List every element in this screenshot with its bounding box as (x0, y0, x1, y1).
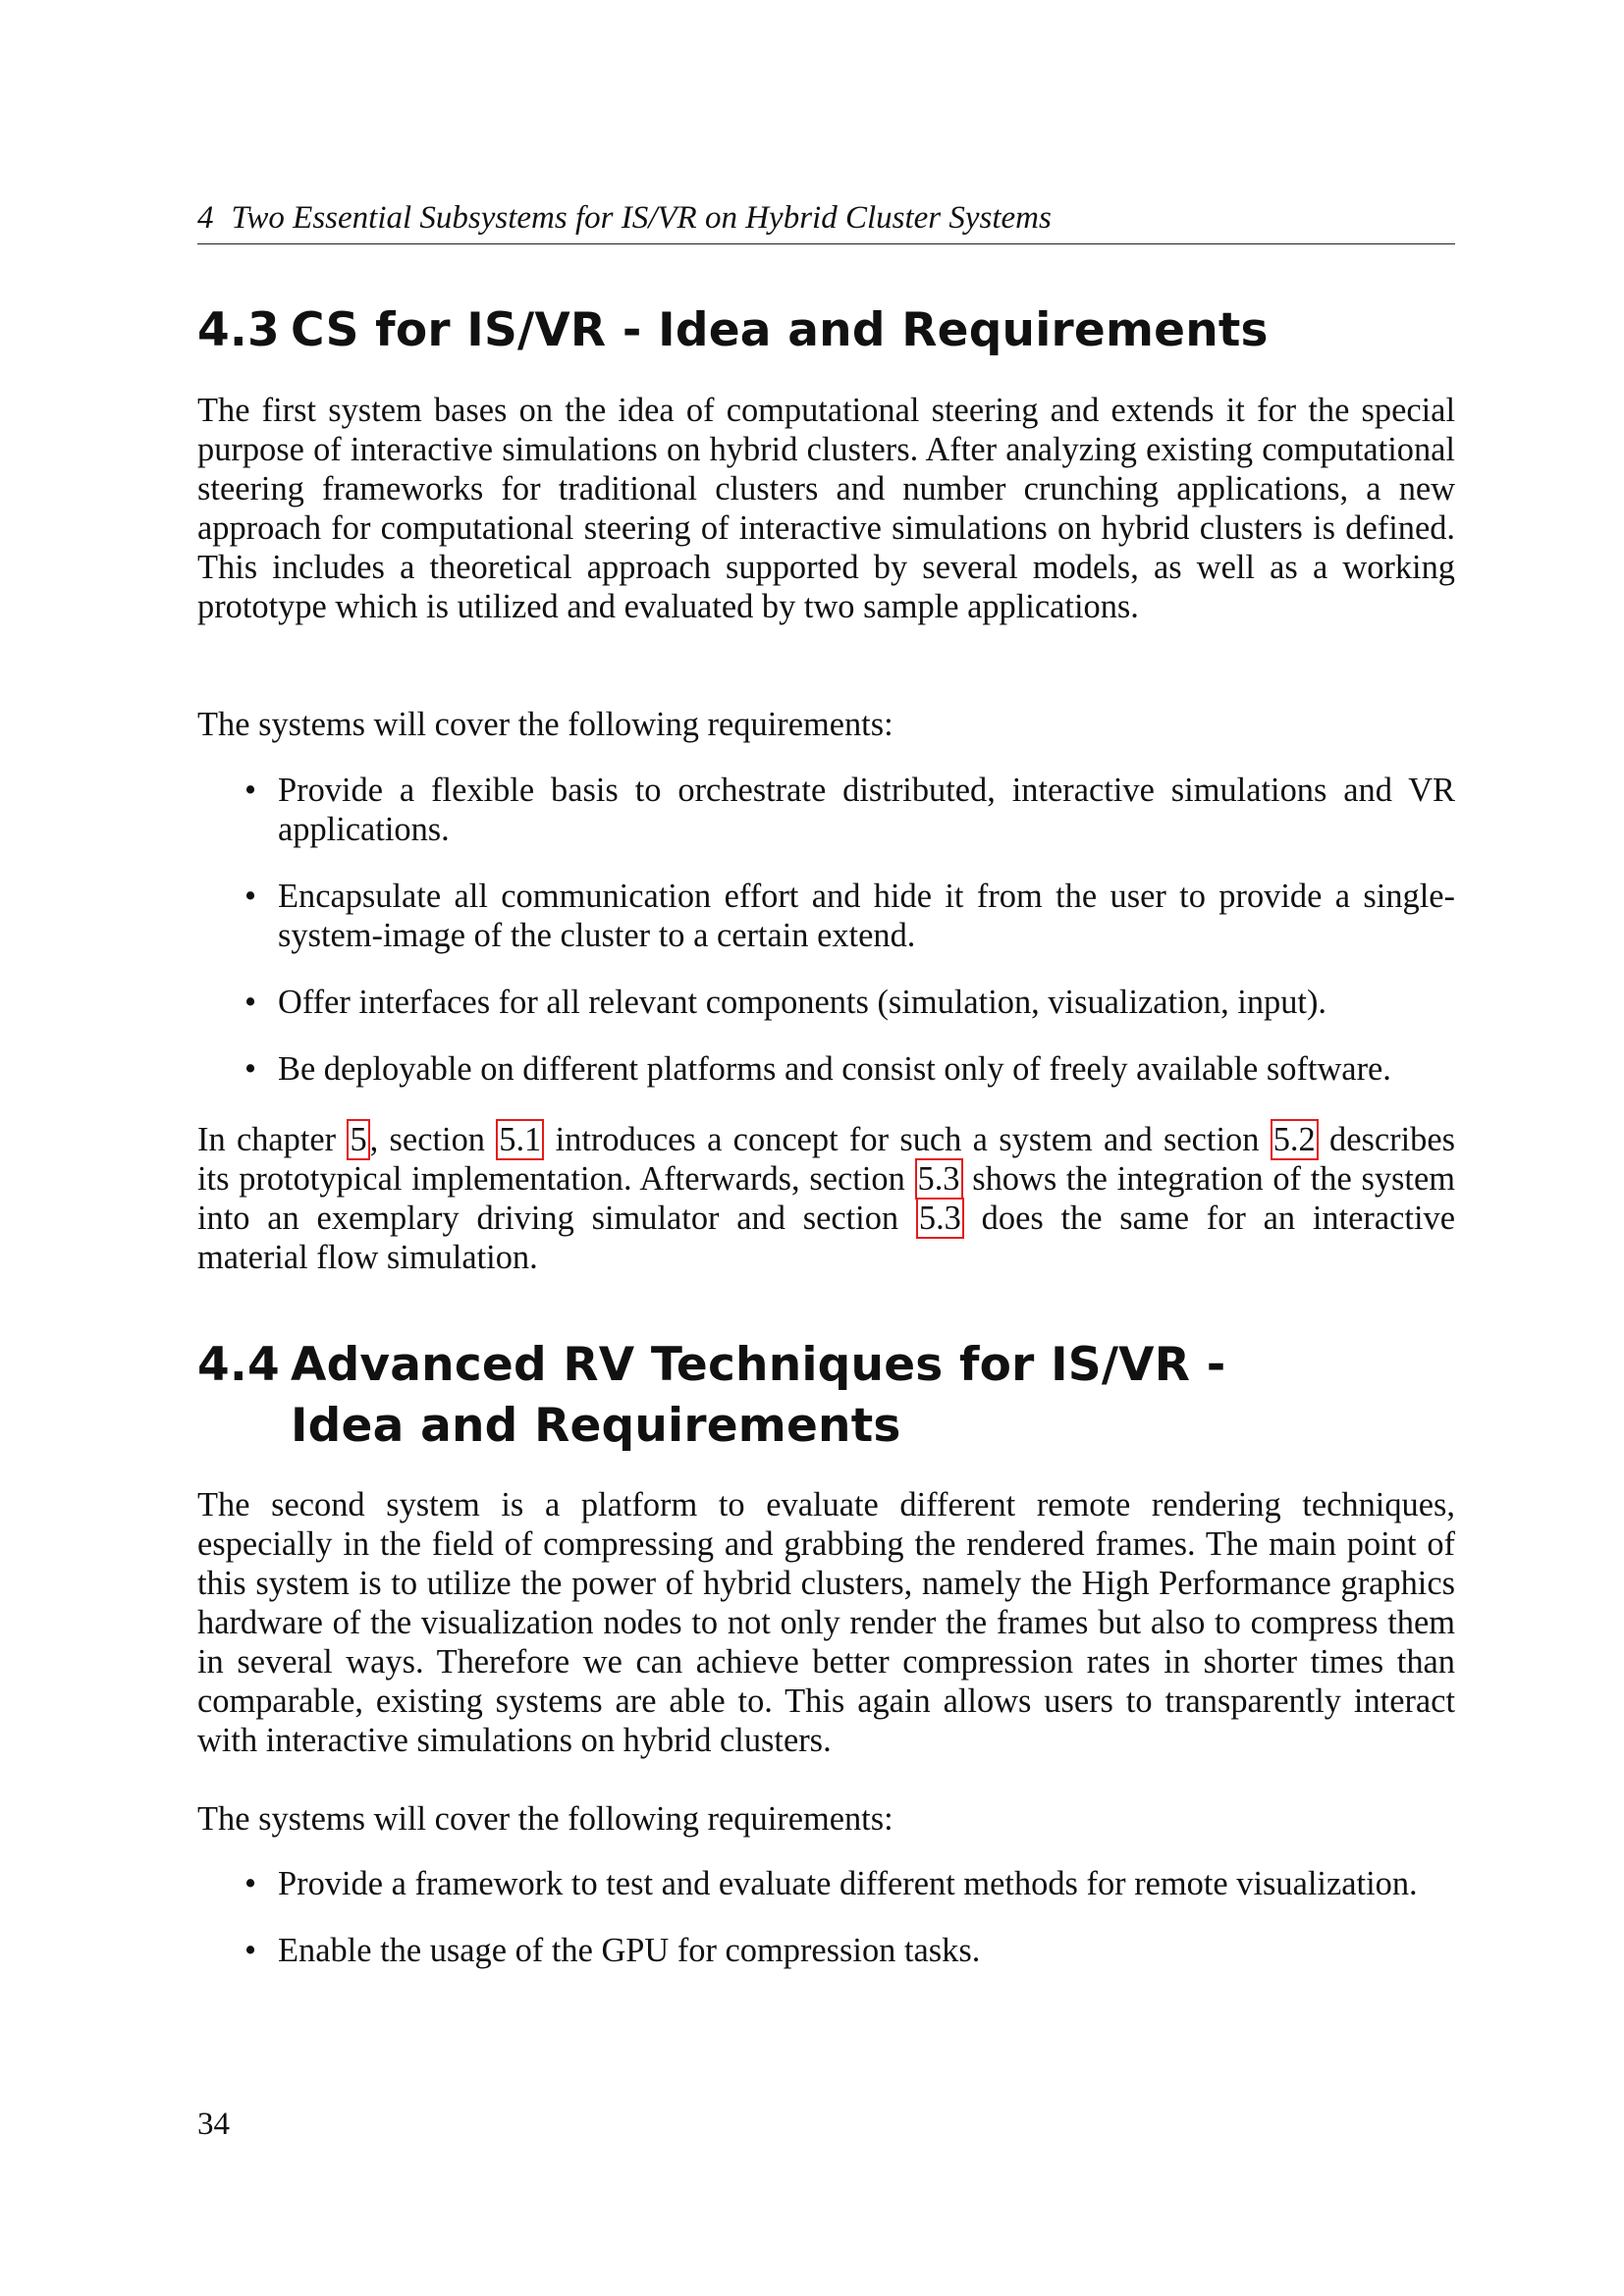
bullet-icon: • (244, 1865, 257, 1902)
section-ref-link[interactable]: 5.3 (916, 1198, 964, 1239)
list-item (197, 1049, 1455, 1089)
bullet-icon: • (244, 878, 257, 915)
section-ref-link[interactable]: 5.1 (496, 1119, 544, 1160)
section-number: 4.4 (197, 1338, 280, 1392)
outline-text: describes its prototypical implementation. Afterwards, section (197, 1121, 1455, 1198)
section-ref-link[interactable]: 5.3 (915, 1158, 963, 1200)
outline-text: introduces a concept for such a system and section (544, 1121, 1271, 1158)
section-title: CS for IS/VR - Idea and Requirements (291, 303, 1269, 357)
list-item-text: Be deployable on different platforms and consist only of freely available software. (278, 1050, 1391, 1088)
list-item-text: Enable the usage of the GPU for compression tasks. (278, 1932, 981, 1969)
list-item (197, 771, 1455, 849)
outline-text: , section (369, 1121, 497, 1158)
header-chapter-number: 4 (197, 200, 214, 236)
section-number: 4.3 (197, 303, 280, 357)
paragraph-intro-4-4: The second system is a platform to evaluate different remote rendering techniques, especially in the field of compressing and grabbing the rendered frames. The main point of this system is to utilize the power of hybrid clusters, namely the High Performance graphics hardware of the visualization nodes to not only render the frames but also to compress them in several ways. Therefore we can achieve better compression rates in shorter times than comparable, existing systems are able to. This again allows users to transparently interact with interactive simulations on hybrid clusters. (197, 1486, 1455, 1759)
outline-text: In chapter (197, 1121, 348, 1158)
section-ref-link[interactable]: 5.2 (1271, 1119, 1319, 1160)
section-heading-4-4 (197, 1335, 1455, 1457)
list-item (197, 1864, 1455, 1903)
bullet-icon: • (244, 1050, 257, 1088)
header-chapter-title: Two Essential Subsystems for IS/VR on Hybrid Cluster Systems (231, 200, 1052, 236)
list-item-text: Provide a framework to test and evaluate different methods for remote visualization. (278, 1865, 1418, 1902)
bullet-icon: • (244, 984, 257, 1021)
paragraph-requirements-lead-4-3: The systems will cover the following requirements: (197, 706, 893, 743)
list-item (197, 877, 1455, 955)
section-title: Advanced RV Techniques for IS/VR - Idea and Requirements (291, 1338, 1226, 1453)
requirements-list-4-3 (197, 771, 1455, 1089)
paragraph-intro-4-3: The first system bases on the idea of computational steering and extends it for the special purpose of interactive simulations on hybrid clusters. After analyzing existing computational steering frameworks for traditional clusters and number crunching applications, a new approach for computational steering of interactive simulations on hybrid clusters is defined. This includes a theoretical approach supported by several models, as well as a working prototype which is utilized and evaluated by two sample applications. (197, 392, 1455, 625)
list-item-text: Encapsulate all communication effort and hide it from the user to provide a single-system-image of the cluster to a certain extend. (278, 878, 1455, 954)
requirements-list-4-4 (197, 1864, 1455, 1970)
running-header (197, 194, 1455, 244)
page-number: 34 (197, 2107, 230, 2142)
section-heading-4-3 (197, 300, 1455, 361)
paragraph-requirements-lead-4-4: The systems will cover the following requirements: (197, 1800, 893, 1838)
paragraph-outline-4-3 (197, 1120, 1455, 1277)
list-item-text: Offer interfaces for all relevant components (simulation, visualization, input). (278, 984, 1327, 1021)
bullet-icon: • (244, 772, 257, 809)
bullet-icon: • (244, 1932, 257, 1969)
list-item-text: Provide a flexible basis to orchestrate distributed, interactive simulations and VR applications. (278, 772, 1455, 848)
chapter-ref-link[interactable]: 5 (347, 1119, 369, 1160)
list-item (197, 983, 1455, 1022)
outline-text: does the same for an interactive material flow simulation. (197, 1200, 1455, 1276)
outline-text: shows the integration of the system into an exemplary driving simulator and section (197, 1160, 1455, 1237)
list-item (197, 1931, 1455, 1970)
